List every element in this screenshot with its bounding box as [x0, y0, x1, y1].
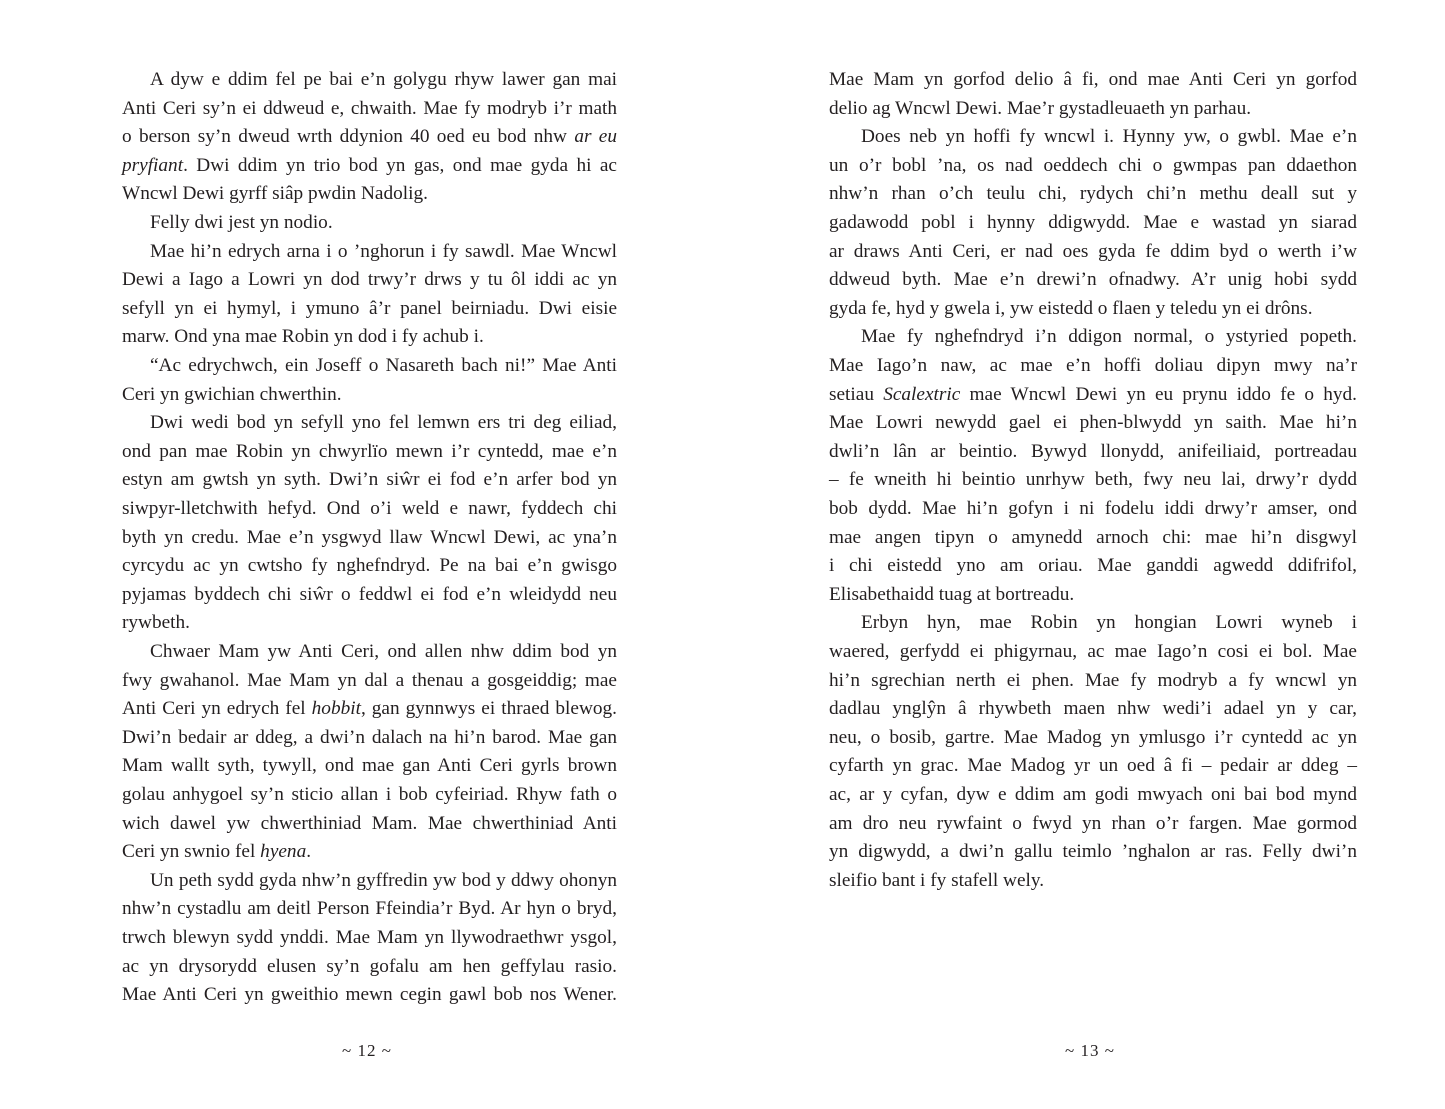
text-line: un o’r bobl ’na, os nad oeddech chi o gwmpas pan ddaethon [829, 154, 1357, 176]
text-line: ond pan mae Robin yn chwyrlïo mewn i’r cyntedd, mae e’n [122, 440, 617, 462]
text-span: . Dwi ddim yn trio bod yn gas, ond mae gyda hi ac [183, 154, 617, 176]
text-line: Does neb yn hoffi fy wncwl i. Hynny yw, o gwbl. Mae e’n [861, 126, 1357, 148]
text-line: rywbeth. [122, 612, 191, 634]
text-line: gadawodd pobl i hynny ddigwydd. Mae e wastad yn siarad [829, 212, 1357, 233]
text-line: Un peth sydd gyda nhw’n gyffredin yw bod y ddwy ohonyn [150, 869, 617, 891]
text-line: hi’n sgrechian nerth ei phen. Mae fy modryb a fy wncwl yn [829, 669, 1357, 691]
text-line: ddweud byth. Mae e’n drewi’n ofnadwy. A’r unig hobi sydd [829, 269, 1357, 291]
italic-text: hobbit [311, 698, 361, 720]
text-line: A dyw e ddim fel pe bai e’n golygu rhyw lawer gan mai [150, 69, 617, 90]
text-line: pyjamas byddech chi siŵr o feddwl ei fod e’n wleidydd neu [122, 583, 617, 605]
text-line: delio ag Wncwl Dewi. Mae’r gystadleuaeth yn parhau. [829, 97, 1252, 119]
text-line: mae angen tipyn o amynedd arnoch chi: mae hi’n disgwyl [829, 526, 1357, 548]
text-line: nhw’n cystadlu am deitl Person Ffeindia’r Byd. Ar hyn o bryd, [122, 898, 617, 920]
text-line: estyn am gwtsh yn syth. Dwi’n siŵr ei fod e’n arfer bod yn [122, 469, 617, 491]
text-line: wich dawel yw chwerthiniad Mam. Mae chwerthiniad Anti [122, 812, 617, 834]
text-line: ac yn drysorydd elusen sy’n gofalu am hen geffylau rasio. [122, 955, 617, 977]
text-line: Mae Anti Ceri yn gweithio mewn cegin gawl bob nos Wener. [122, 984, 617, 1006]
italic-text: pryfiant [122, 154, 184, 176]
text-line: Wncwl Dewi gyrff siâp pwdin Nadolig. [122, 183, 428, 205]
italic-text: hyena [260, 841, 307, 863]
text-line: dadlau ynglŷn â rhywbeth maen nhw wedi’i adael yn y car, [829, 698, 1357, 720]
text-line: sefyll yn ei hymyl, i ymuno â’r panel beirniadu. Dwi eisie [122, 297, 617, 319]
page-number-right: ~ 13 ~ [1065, 1041, 1115, 1060]
text-line: Mae Lowri newydd gael ei phen-blwydd yn saith. Mae hi’n [829, 412, 1357, 434]
text-line: Elisabethaidd tuag at bortreadu. [829, 583, 1075, 605]
text-line: bob dydd. Mae hi’n gofyn i ni fodelu iddi drwy’r amser, ond [829, 498, 1357, 519]
text-line: byth yn credu. Mae e’n ysgwyd llaw Wncwl Dewi, ac yna’n [122, 526, 617, 548]
text-line [829, 381, 1357, 409]
text-line: golau anhygoel sy’n sticio allan i bob cyfeiriad. Rhyw fath o [122, 784, 617, 805]
text-line: ac, ar y cyfan, dyw e ddim am godi mwyach oni bai bod mynd [829, 784, 1357, 805]
text-line: Mae Mam yn gorfod delio â fi, ond mae Anti Ceri yn gorfod [829, 69, 1357, 90]
text-line: trwch blewyn sydd ynddi. Mae Mam yn llywodraethwr ysgol, [122, 927, 617, 948]
text-span: Anti Ceri yn edrych fel [122, 698, 312, 720]
text-line: ar draws Anti Ceri, er nad oes gyda fe ddim byd o werth i’w [829, 240, 1357, 262]
text-span: mae Wncwl Dewi yn eu prynu iddo fe o hyd. [960, 383, 1358, 405]
text-line: waered, gerfydd ei phigyrnau, ac mae Iago’n cosi ei bol. Mae [829, 641, 1357, 662]
text-line: Dwi’n bedair ar ddeg, a dwi’n dalach na hi’n barod. Mae gan [122, 726, 617, 748]
text-line: Dwi wedi bod yn sefyll yno fel lemwn ers tri deg eiliad, [150, 412, 617, 434]
text-span: , gan gynnwys ei thraed blewog. [360, 698, 617, 720]
text-line: Ceri yn gwichian chwerthin. [122, 383, 342, 405]
text-line: dwli’n lân ar beintio. Bywyd llonydd, anifeiliaid, portreadau [829, 440, 1357, 462]
text-line: Felly dwi jest yn nodio. [150, 212, 333, 233]
text-line: Mae hi’n edrych arna i o ’nghorun i fy sawdl. Mae Wncwl [150, 240, 617, 262]
left-page [0, 0, 722, 1109]
text-line: neu, o bosib, gartre. Mae Madog yn ymlusgo i’r cyntedd ac yn [829, 726, 1357, 748]
text-line: marw. Ond yna mae Robin yn dod i fy achub i. [122, 326, 484, 348]
text-line [122, 838, 617, 866]
text-line: yn digwydd, a dwi’n gallu teimlo ’nghalon ar ras. Felly dwi’n [829, 841, 1357, 863]
italic-text: ar eu [574, 126, 617, 148]
text-line [122, 152, 617, 180]
text-line: am dro neu rywfaint o fwyd yn rhan o’r fargen. Mae gormod [829, 812, 1357, 834]
italic-text: Scalextric [883, 383, 961, 405]
text-line: Mae fy nghefndryd i’n ddigon normal, o ystyried popeth. [861, 326, 1357, 348]
text-line: cyrcydu ac yn cwtsho fy nghefndryd. Pe na bai e’n gwisgo [122, 555, 617, 577]
text-line: gyda fe, hyd y gwela i, yw eistedd o flaen y teledu yn ei drôns. [829, 297, 1313, 319]
text-line [122, 695, 617, 723]
text-line: siwpyr-lletchwith hefyd. Ond o’i weld e nawr, fyddech chi [122, 498, 617, 519]
text-line: Mam wallt syth, tywyll, ond mae gan Anti Ceri gyrls brown [122, 755, 617, 777]
text-line: – fe wneith hi beintio unrhyw beth, fwy neu lai, drwy’r dydd [829, 469, 1357, 491]
text-line: fwy gwahanol. Mae Mam yn dal a thenau a gosgeiddig; mae [122, 669, 617, 691]
text-span: o berson sy’n dweud wrth ddynion 40 oed eu bod nhw [122, 126, 575, 148]
text-line [122, 123, 617, 151]
text-line: cyfarth yn grac. Mae Madog yr un oed â fi – pedair ar ddeg – [829, 755, 1357, 777]
text-line: nhw’n rhan o’ch teulu chi, rydych chi’n methu deall sut y [829, 183, 1357, 205]
text-line: Dewi a Iago a Lowri yn dod trwy’r drws y tu ôl iddi ac yn [122, 269, 617, 291]
text-line: Erbyn hyn, mae Robin yn hongian Lowri wyneb i [861, 612, 1357, 634]
text-line: Chwaer Mam yw Anti Ceri, ond allen nhw ddim bod yn [150, 641, 617, 662]
page-number-left: ~ 12 ~ [342, 1041, 392, 1060]
right-page [722, 0, 1445, 1109]
text-line: “Ac edrychwch, ein Joseff o Nasareth bach ni!” Mae Anti [150, 355, 617, 376]
text-span: Ceri yn swnio fel [122, 841, 261, 863]
text-line: Mae Iago’n naw, ac mae e’n hoffi doliau dipyn mwy na’r [829, 355, 1357, 376]
text-line: i chi eistedd yno am oriau. Mae ganddi agwedd ddifrifol, [829, 555, 1357, 577]
text-span: . [306, 841, 312, 863]
text-line: Anti Ceri sy’n ei ddweud e, chwaith. Mae fy modryb i’r math [122, 97, 617, 119]
text-span: setiau [829, 383, 884, 405]
text-line: sleifio bant i fy stafell wely. [829, 869, 1045, 891]
